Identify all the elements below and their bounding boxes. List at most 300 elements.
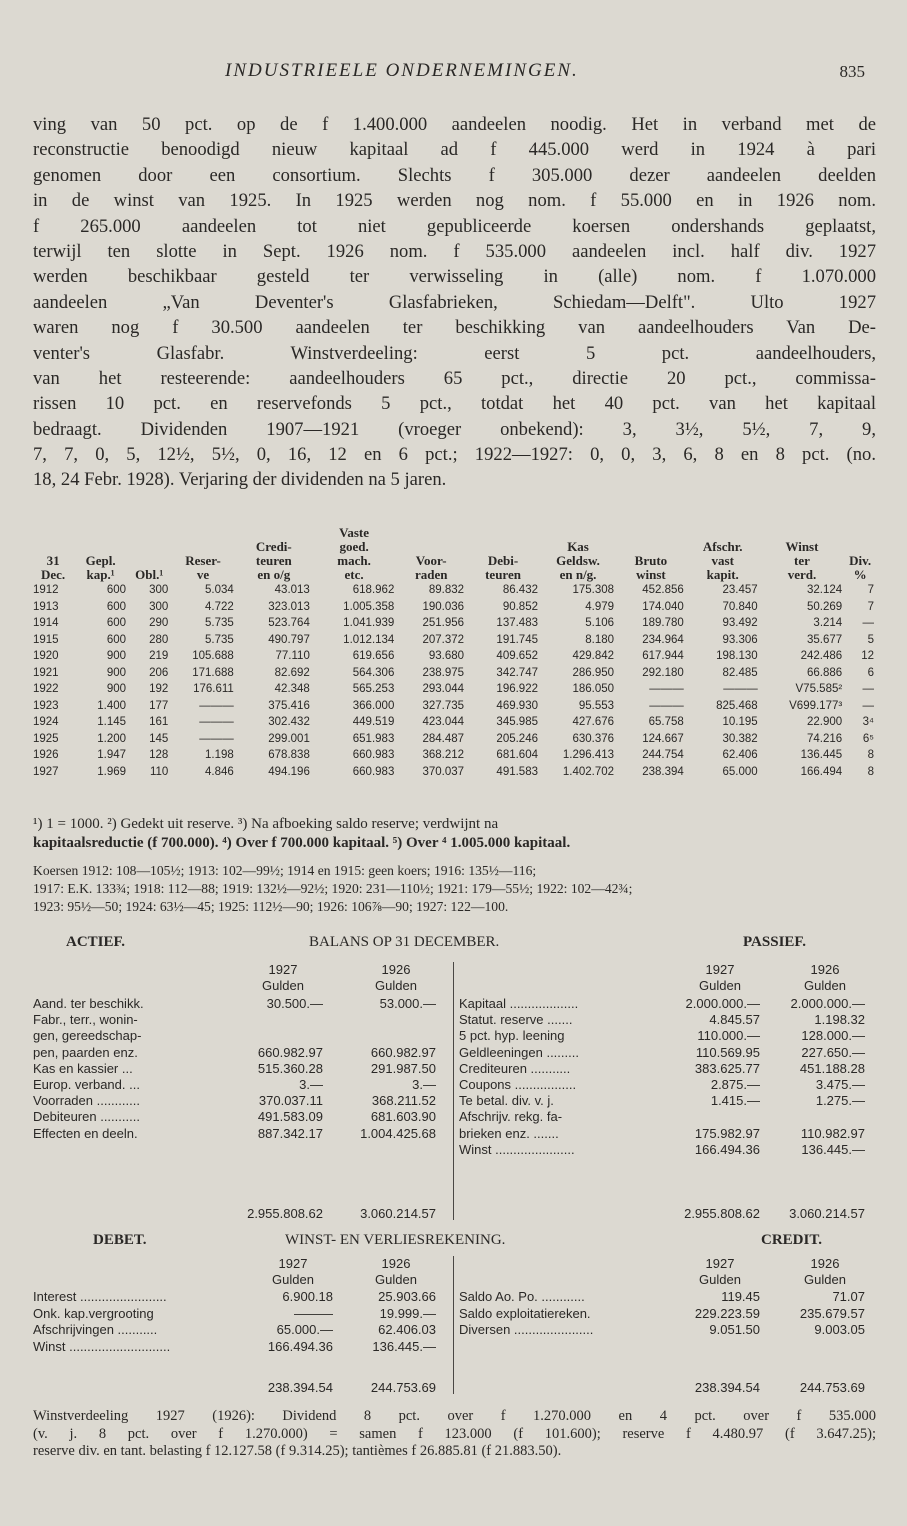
balance-title: BALANS OP 31 DECEMBER. <box>309 934 500 950</box>
table-cell: 192 <box>149 683 169 695</box>
row-value: 25.903.66 <box>378 1289 436 1304</box>
row-label: Kas en kassier ... <box>33 1060 133 1076</box>
table-cell: 186.050 <box>572 683 615 695</box>
column-unit: Gulden <box>804 1272 846 1287</box>
table-cell: 219 <box>149 650 169 662</box>
table-cell: 105.688 <box>192 650 234 662</box>
table-cell: ——— <box>649 699 684 712</box>
table-cell: 327.735 <box>422 699 465 712</box>
table-row <box>33 665 876 682</box>
table-cell: 292.180 <box>642 666 684 679</box>
column-header-text: kap.¹ <box>86 567 115 582</box>
table-cell: 600 <box>106 617 127 629</box>
row-value: 9.003.05 <box>814 1322 865 1337</box>
table-cell: 176.611 <box>193 683 234 695</box>
column-header-text: etc. <box>344 567 364 582</box>
column-header-text: kapit. <box>706 567 739 582</box>
total-value: 2.955.808.62 <box>247 1206 323 1221</box>
table-cell: 190.036 <box>422 600 465 613</box>
column-unit: Gulden <box>699 978 741 993</box>
column-header-text: Bruto <box>634 553 668 568</box>
column-header-text: verd. <box>787 567 817 582</box>
table-cell: 449.519 <box>352 716 395 728</box>
row-value: 2.000.000.— <box>685 996 760 1011</box>
table-cell: 299.001 <box>268 732 310 745</box>
table-cell: 302.432 <box>268 716 310 728</box>
prices-line: 1917: E.K. 133¾; 1918: 112—88; 1919: 132½—92½; 1920: 231—110½; 1921: 179—55½; 1922: 102—42¾; <box>33 881 633 896</box>
table-cell: 234.964 <box>642 633 684 646</box>
row-label: 5 pct. hyp. leening <box>459 1028 565 1044</box>
table-cell: ——— <box>199 732 234 745</box>
table-cell: 342.747 <box>496 666 538 679</box>
table-cell: 10.195 <box>722 716 758 728</box>
table-cell: 30.382 <box>722 732 758 745</box>
column-year: 1927 <box>705 962 735 977</box>
row-label: Kapitaal ................... <box>459 996 579 1011</box>
row-value: 136.445.— <box>801 1141 865 1157</box>
footnote-line: kapitaalsreductie (f 700.000). ⁴) Over f 700.000 kapitaal. ⁵) Over ⁴ 1.005.000 kapitaal. <box>33 835 571 851</box>
table-cell: 93.306 <box>722 633 758 646</box>
row-value: 368.211.52 <box>371 1093 436 1109</box>
column-unit: Gulden <box>699 1272 741 1287</box>
footer-line: Winstverdeeling 1927 (1926): Dividend 8 pct. over f 1.270.000 en 4 pct. over f 535.000 <box>33 1408 876 1424</box>
column-header <box>170 526 235 582</box>
column-header-text: Afschr. <box>702 539 743 554</box>
row-value: 291.987.50 <box>370 1060 436 1076</box>
total-value: 3.060.214.57 <box>360 1206 436 1221</box>
table-cell: 42.348 <box>274 683 310 695</box>
column-header <box>540 526 616 582</box>
column-unit: Gulden <box>272 1272 314 1287</box>
table-cell: 565.253 <box>352 683 395 695</box>
table-cell: 300 <box>149 584 169 596</box>
table-cell: 7 <box>867 600 874 613</box>
row-label: brieken enz. ....... <box>459 1125 559 1141</box>
table-cell: 5.106 <box>585 617 615 629</box>
financial-history-table <box>33 526 876 780</box>
row-label: Interest ........................ <box>33 1289 167 1304</box>
table-cell: 191.745 <box>496 633 538 646</box>
row-label: Afschrijvingen ........... <box>33 1322 158 1337</box>
table-cell: — <box>862 683 874 695</box>
table-cell: 35.677 <box>807 633 843 646</box>
table-cell: 1.402.702 <box>562 765 615 778</box>
table-cell: 174.040 <box>642 600 684 613</box>
column-divider <box>453 962 454 1220</box>
row-value: 3.— <box>299 1077 323 1092</box>
table-cell: 66.886 <box>807 666 843 679</box>
body-line: terwijl ten slotte in Sept. 1926 nom. f 535.000 aandeelen incl. half div. 1927 <box>33 240 876 262</box>
table-cell: 900 <box>106 650 127 662</box>
row-value: 71.07 <box>832 1289 865 1304</box>
table-row <box>33 731 876 748</box>
table-cell: 900 <box>106 666 127 679</box>
table-cell: 900 <box>106 683 127 695</box>
body-line: rissen 10 pct. en reservefonds 5 pct., totdat het 40 pct. van het kapitaal <box>33 393 876 415</box>
balance-left-heading: ACTIEF. <box>66 934 126 950</box>
table-cell: 429.842 <box>572 650 615 662</box>
table-cell: 4.722 <box>205 600 234 613</box>
table-cell: 1.200 <box>97 732 127 745</box>
table-cell: 490.797 <box>268 633 310 646</box>
total-value: 3.060.214.57 <box>789 1206 865 1221</box>
table-cell: 630.376 <box>572 732 615 745</box>
column-header-text: Div. <box>849 553 872 568</box>
table-cell: 161 <box>149 716 169 728</box>
table-row <box>33 599 876 616</box>
table-row <box>33 714 876 731</box>
row-label: Te betal. div. v. j. <box>459 1093 554 1109</box>
table-cell: 89.832 <box>428 584 465 596</box>
table-cell: 290 <box>149 617 169 629</box>
row-value: 491.583.09 <box>257 1109 323 1125</box>
page-number: 835 <box>839 62 865 81</box>
row-label: Statut. reserve ....... <box>459 1012 573 1028</box>
table-cell: 600 <box>106 584 127 596</box>
table-cell: 238.975 <box>422 666 465 679</box>
table-cell: 65.758 <box>648 716 684 728</box>
table-cell: 494.196 <box>268 765 310 778</box>
table-cell: 409.652 <box>496 650 538 662</box>
column-unit: Gulden <box>375 1272 417 1287</box>
table-cell: 1.041.939 <box>343 617 395 629</box>
table-cell: 177 <box>149 699 169 712</box>
row-value: 110.982.97 <box>800 1125 865 1141</box>
table-cell: 678.838 <box>268 749 310 761</box>
column-year: 1926 <box>810 962 840 977</box>
table-cell: 3⁴ <box>862 716 874 728</box>
table-cell: 368.212 <box>422 749 465 761</box>
column-header-text: teuren <box>485 567 521 582</box>
body-line: waren nog f 30.500 aandeelen ter beschikking van aandeelhouders Van De- <box>33 317 876 339</box>
row-label: Coupons ................. <box>459 1077 577 1092</box>
table-cell: 1925 <box>33 732 59 745</box>
column-header <box>236 526 312 582</box>
column-header-text: ve <box>196 567 210 582</box>
table-row <box>33 632 876 649</box>
column-header-text: Obl.¹ <box>135 567 164 582</box>
column-header <box>396 526 466 582</box>
column-year: 1926 <box>810 1256 840 1271</box>
table-cell: 427.676 <box>572 716 615 728</box>
row-label: Crediteuren ........... <box>459 1060 571 1076</box>
body-line: 7, 7, 0, 5, 12½, 5½, 0, 16, 12 en 6 pct.; 1922—1927: 0, 0, 3, 6, 8 en 8 pct. (no. <box>33 444 876 466</box>
row-value: 227.650.— <box>801 1044 865 1060</box>
table-cell: 323.013 <box>268 600 310 613</box>
column-header-text: en n/g. <box>559 567 597 582</box>
row-label: Onk. kap.vergrooting <box>33 1305 154 1321</box>
table-cell: ——— <box>199 699 234 712</box>
table-cell: 5 <box>867 633 874 646</box>
table-cell: 660.983 <box>352 765 395 778</box>
table-cell: 1912 <box>33 584 59 596</box>
column-header <box>73 526 128 582</box>
body-line: venter's Glasfabr. Winstverdeeling: eerst 5 pct. aandeelhouders, <box>33 342 876 364</box>
column-header-text: Debi- <box>487 553 519 568</box>
table-header-row <box>33 526 876 582</box>
body-line: aandeelen „Van Deventer's Glasfabrieken, Schiedam—Delft". Ulto 1927 <box>33 291 876 313</box>
table-cell: 7 <box>867 584 874 596</box>
row-value: 660.982.97 <box>370 1044 436 1060</box>
row-value: 53.000.— <box>379 996 436 1011</box>
table-cell: 681.604 <box>496 749 538 761</box>
pl-right-heading: CREDIT. <box>761 1232 822 1248</box>
table-cell: 124.667 <box>642 732 684 745</box>
total-value: 244.753.69 <box>799 1380 865 1395</box>
table-cell: 600 <box>106 600 127 613</box>
table-cell: 86.432 <box>502 584 538 596</box>
table-cell: 1913 <box>33 600 59 613</box>
column-header-text: Reser- <box>185 553 221 568</box>
column-header-text: Vaste <box>339 525 370 540</box>
table-cell: 136.445 <box>800 749 843 761</box>
table-cell: ——— <box>199 716 234 728</box>
table-cell: — <box>862 617 874 629</box>
table-cell: 205.246 <box>496 732 538 745</box>
column-header-text: goed. <box>339 539 369 554</box>
column-header-text: Winst <box>785 539 819 554</box>
table-cell: 345.985 <box>496 716 538 728</box>
column-year: 1927 <box>278 1256 308 1271</box>
table-cell: 286.950 <box>572 666 615 679</box>
table-cell: 4.979 <box>585 600 615 613</box>
total-value: 238.394.54 <box>694 1380 760 1395</box>
column-header <box>312 526 397 582</box>
table-cell: 1921 <box>33 666 59 679</box>
row-value: 660.982.97 <box>257 1044 323 1060</box>
column-header-text: Dec. <box>40 567 66 582</box>
running-title: INDUSTRIEELE ONDERNEMINGEN. <box>225 60 579 81</box>
table-row <box>33 615 876 632</box>
row-value: 30.500.— <box>266 996 323 1011</box>
table-cell: 50.269 <box>807 600 843 613</box>
footer-line: reserve div. en tant. belasting f 12.127.58 (f 9.314.25); tantièmes f 26.885.81 (f 21.883.50). <box>33 1443 562 1459</box>
table-cell: 1.012.134 <box>343 633 395 646</box>
pl-left-heading: DEBET. <box>93 1232 147 1248</box>
column-header <box>33 526 73 582</box>
table-cell: 82.485 <box>722 666 758 679</box>
table-cell: 293.044 <box>422 683 465 695</box>
table-cell: 90.852 <box>502 600 538 613</box>
column-year: 1927 <box>705 1256 735 1271</box>
column-divider <box>453 1256 454 1394</box>
row-value: 175.982.97 <box>694 1125 760 1141</box>
column-header <box>128 526 170 582</box>
table-cell: 95.553 <box>578 699 615 712</box>
prices-line: Koersen 1912: 108—105½; 1913: 102—99½; 1914 en 1915: geen koers; 1916: 135½—116; <box>33 863 537 878</box>
table-cell: 196.922 <box>496 683 538 695</box>
row-value: 2.000.000.— <box>790 996 865 1011</box>
row-value: 62.406.03 <box>378 1322 436 1337</box>
row-value: 887.342.17 <box>257 1125 323 1141</box>
row-label: Winst ............................ <box>33 1338 171 1354</box>
table-cell: 198.130 <box>716 650 758 662</box>
row-value: 4.845.57 <box>709 1012 760 1028</box>
row-value: 370.037.11 <box>258 1093 323 1109</box>
table-row <box>33 648 876 665</box>
table-cell: 423.044 <box>422 716 465 728</box>
table-cell: 128 <box>149 749 169 761</box>
table-cell: 5.735 <box>205 633 234 646</box>
prices-line: 1923: 95½—50; 1924: 63½—45; 1925: 112½—90; 1926: 106⅞—90; 1927: 122—100. <box>33 899 509 914</box>
table-cell: ——— <box>649 683 684 695</box>
row-label: Geldleeningen ......... <box>459 1044 579 1060</box>
table-cell: 93.680 <box>428 650 465 662</box>
table-cell: 251.956 <box>422 617 465 629</box>
row-value: 3.475.— <box>815 1077 865 1092</box>
table-cell: 280 <box>149 633 169 646</box>
table-cell: 1.969 <box>97 765 127 778</box>
column-header <box>844 526 876 582</box>
column-unit: Gulden <box>262 978 304 993</box>
row-value: 2.875.— <box>710 1077 760 1092</box>
table-cell: 1.400 <box>97 699 127 712</box>
column-year: 1926 <box>381 962 411 977</box>
table-cell: 1923 <box>33 699 59 712</box>
body-line: bedraagt. Dividenden 1907—1921 (vroeger onbekend): 3, 3½, 5½, 7, 9, <box>33 418 876 440</box>
balance-right-heading: PASSIEF. <box>743 934 806 950</box>
table-cell: 1920 <box>33 650 59 662</box>
table-cell: 70.840 <box>722 600 758 613</box>
table-cell: 1915 <box>33 633 59 646</box>
column-header-text: mach. <box>337 553 371 568</box>
column-header-text: Voor- <box>415 553 447 568</box>
column-header <box>760 526 845 582</box>
body-paragraph <box>33 112 876 493</box>
row-value: 515.360.28 <box>257 1060 323 1076</box>
table-cell: 1914 <box>33 617 59 629</box>
row-value: 1.198.32 <box>814 1012 865 1028</box>
row-value: 110.000.— <box>697 1028 760 1044</box>
table-cell: 62.406 <box>722 749 758 761</box>
table-cell: 8 <box>867 749 874 761</box>
column-header-text: % <box>853 567 867 582</box>
profit-loss-account <box>33 1232 876 1400</box>
table-cell: 600 <box>106 633 127 646</box>
column-unit: Gulden <box>375 978 417 993</box>
column-header-text: raden <box>414 567 448 582</box>
row-value: 1.275.— <box>815 1093 865 1109</box>
table-cell: 1.005.358 <box>343 600 395 613</box>
total-value: 244.753.69 <box>370 1380 436 1395</box>
body-line: genomen door een consortium. Slechts f 305.000 dezer aandeelen deelden <box>33 164 876 186</box>
table-cell: 137.483 <box>496 617 538 629</box>
table-cell: 145 <box>149 732 169 745</box>
table-cell: 619.656 <box>352 650 395 662</box>
row-label: Saldo Ao. Po. ............ <box>459 1289 585 1304</box>
table-cell: 3.214 <box>813 617 843 629</box>
table-cell: 617.944 <box>642 650 684 662</box>
column-header-text: Kas <box>567 539 589 554</box>
column-header-text: Credi- <box>255 539 292 554</box>
table-cell: 618.962 <box>352 584 395 596</box>
row-value: 110.569.95 <box>695 1044 760 1060</box>
table-cell: 93.492 <box>722 617 758 629</box>
total-value: 2.955.808.62 <box>684 1206 760 1221</box>
table-row <box>33 747 876 764</box>
table-cell: 6⁵ <box>862 732 874 745</box>
table-cell: 244.754 <box>642 749 684 761</box>
table-cell: 175.308 <box>572 584 615 596</box>
table-cell: 23.457 <box>722 584 758 596</box>
table-cell: 564.306 <box>352 666 395 679</box>
column-year: 1926 <box>381 1256 411 1271</box>
row-value: 681.603.90 <box>370 1109 436 1125</box>
table-cell: 469.930 <box>496 699 538 712</box>
table-cell: 1.947 <box>97 749 127 761</box>
page-header <box>0 60 907 90</box>
row-value: 9.051.50 <box>709 1322 760 1337</box>
row-label: Aand. ter beschikk. <box>33 996 144 1011</box>
row-label: Saldo exploitatiereken. <box>459 1305 591 1321</box>
table-cell: 5.735 <box>205 617 234 629</box>
table-cell: 8.180 <box>585 633 615 646</box>
column-header <box>686 526 760 582</box>
row-value: 65.000.— <box>276 1322 333 1337</box>
row-label: pen, paarden enz. <box>33 1044 138 1060</box>
column-header <box>616 526 686 582</box>
table-cell: 206 <box>149 666 169 679</box>
table-cell: 370.037 <box>422 765 465 778</box>
row-label: Afschrijv. rekg. fa- <box>459 1109 563 1125</box>
table-cell: 491.583 <box>496 765 538 778</box>
column-header <box>466 526 540 582</box>
pl-title: WINST- EN VERLIESREKENING. <box>285 1232 506 1248</box>
table-cell: 1.296.413 <box>562 749 615 761</box>
table-cell: 77.110 <box>275 650 310 662</box>
body-line: van het resteerende: aandeelhouders 65 pct., directie 20 pct., commissa- <box>33 367 876 389</box>
column-header-text: winst <box>636 567 666 582</box>
table-cell: 207.372 <box>422 633 465 646</box>
body-line: f 265.000 aandeelen tot niet gepubliceerde koersen ondershands geplaatst, <box>33 215 876 237</box>
share-prices <box>33 862 876 916</box>
table-cell: ——— <box>723 683 758 695</box>
table-cell: 65.000 <box>722 765 758 778</box>
row-label: Europ. verband. ... <box>33 1077 140 1092</box>
table-cell: 452.856 <box>642 584 684 596</box>
table-cell: 82.692 <box>274 666 310 679</box>
column-header-text: ter <box>794 553 810 568</box>
row-label: Fabr., terr., wonin- <box>33 1012 138 1028</box>
row-value: 6.900.18 <box>282 1289 333 1304</box>
table-cell: 651.983 <box>352 732 395 745</box>
table-cell: 6 <box>867 666 874 679</box>
table-cell: 4.846 <box>205 765 234 778</box>
table-cell: 32.124 <box>807 584 843 596</box>
table-row <box>33 681 876 698</box>
table-cell: 189.780 <box>642 617 684 629</box>
row-value: 3.— <box>412 1077 436 1092</box>
table-cell: 110 <box>149 765 169 778</box>
row-value: 1.004.425.68 <box>360 1125 436 1141</box>
table-cell: 22.900 <box>807 716 843 728</box>
table-row <box>33 764 876 781</box>
row-value: 1.415.— <box>710 1093 760 1109</box>
table-cell: 8 <box>867 765 874 778</box>
row-value: 383.625.77 <box>694 1060 760 1076</box>
body-line: ving van 50 pct. op de f 1.400.000 aandeelen noodig. Het in verband met de <box>33 114 876 135</box>
table-cell: 12 <box>861 650 874 662</box>
column-header-text: teuren <box>255 553 292 568</box>
table-cell: V75.585² <box>795 683 843 695</box>
table-cell: 43.013 <box>274 584 310 596</box>
table-cell: 5.034 <box>205 584 234 596</box>
column-header-text: vast <box>711 553 734 568</box>
table-cell: 242.486 <box>800 650 843 662</box>
table-row <box>33 698 876 715</box>
body-line: 18, 24 Febr. 1928). Verjaring der dividenden na 5 jaren. <box>33 469 447 491</box>
table-cell: — <box>862 699 874 712</box>
